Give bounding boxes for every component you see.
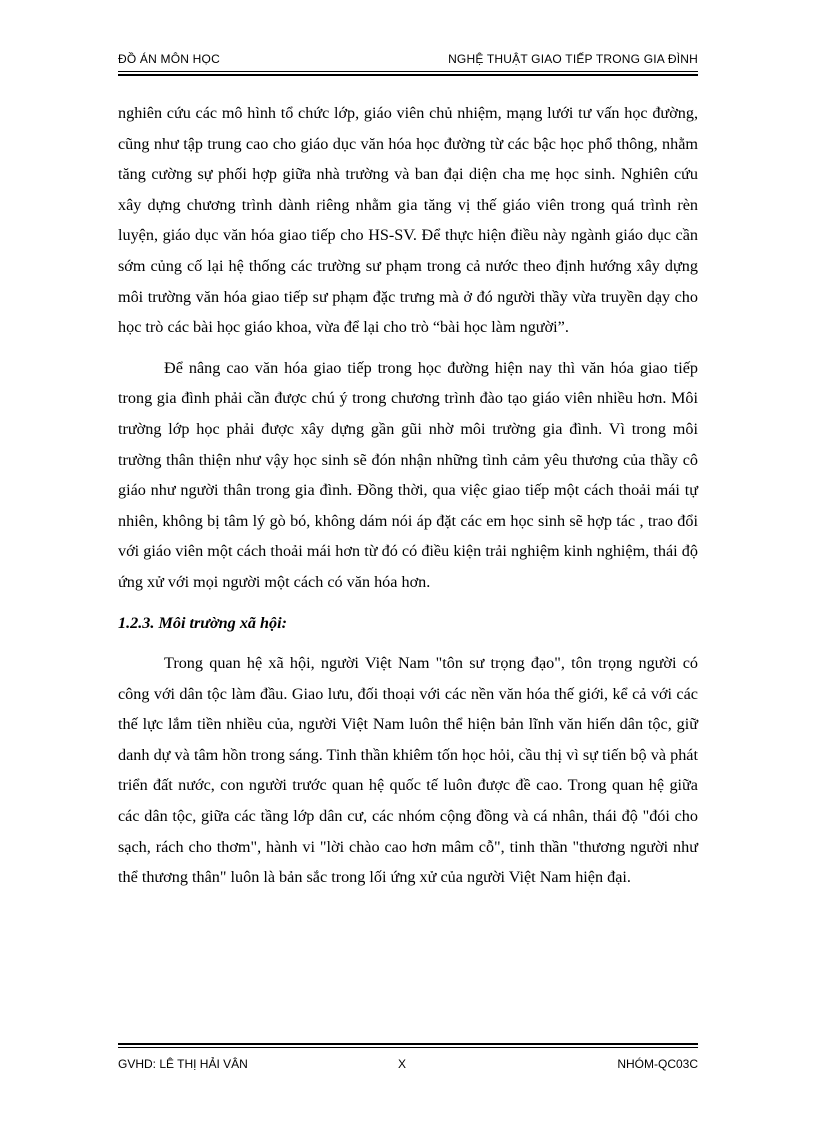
header-rule-thin xyxy=(118,71,698,72)
page-footer xyxy=(118,1057,698,1073)
section-heading: 1.2.3. Môi trường xã hội: xyxy=(118,613,288,632)
footer-page-number: X xyxy=(398,1057,407,1071)
body-paragraph: nghiên cứu các mô hình tổ chức lớp, giáo viên chủ nhiệm, mạng lưới tư vấn học đường, cũng như tập trung cao cho giáo dục văn hóa học đường từ các bậc học phổ thông, nhằm tăng cường sự phối hợp giữa nhà trường và ban đại diện cha mẹ học sinh. Nghiên cứu xây dựng chương trình dành riêng nhằm gia tăng vị thế giáo viên trong quá trình rèn luyện, giáo dục văn hóa giao tiếp cho HS-SV. Để thực hiện điều này ngành giáo dục cần sớm củng cố lại hệ thống các trường sư phạm trong cả nước theo định hướng xây dựng môi trường văn hóa giao tiếp sư phạm đặc trưng mà ở đó người thầy vừa truyền dạy cho học trò các bài học giáo khoa, vừa để lại cho trò “bài học làm người”. xyxy=(118,104,698,337)
footer-rule-thin xyxy=(118,1047,698,1048)
footer-advisor: GVHD: LÊ THỊ HẢI VÂN xyxy=(118,1057,248,1071)
header-right-title: NGHỆ THUẬT GIAO TIẾP TRONG GIA ĐÌNH xyxy=(448,52,698,66)
footer-group: NHÓM-QC03C xyxy=(617,1057,698,1071)
page-body xyxy=(118,98,698,893)
page-header xyxy=(118,52,698,68)
body-paragraph: Để nâng cao văn hóa giao tiếp trong học đường hiện nay thì văn hóa giao tiếp trong gia đình phải cần được chú ý trong chương trình đào tạo giáo viên nhiều hơn. Môi trường lớp học phải được xây dựng gần gũi nhờ môi trường gia đình. Vì trong môi trường thân thiện như vậy học sinh sẽ đón nhận những tình cảm yêu thương của thầy cô giáo như người thân trong gia đình. Đồng thời, qua việc giao tiếp một cách thoải mái tự nhiên, không bị tâm lý gò bó, không dám nói áp đặt các em học sinh sẽ hợp tác , trao đổi với giáo viên một cách thoải mái hơn từ đó có điều kiện trải nghiệm kinh nghiệm, thái độ ứng xử với mọi người một cách có văn hóa hơn. xyxy=(118,358,698,591)
footer-rule-thick xyxy=(118,1043,698,1045)
header-left-title: ĐỒ ÁN MÔN HỌC xyxy=(118,52,220,66)
header-rule-thick xyxy=(118,74,698,76)
body-paragraph: Trong quan hệ xã hội, người Việt Nam "tôn sư trọng đạo", tôn trọng người có công với dân tộc làm đầu. Giao lưu, đối thoại với các nền văn hóa thế giới, kể cả với các thế lực lắm tiền nhiều của, người Việt Nam luôn thể hiện bản lĩnh văn hiến dân tộc, giữ danh dự và tâm hồn trong sáng. Tinh thần khiêm tốn học hỏi, cầu thị vì sự tiến bộ và phát triển đất nước, con người trước quan hệ quốc tế luôn được đề cao. Trong quan hệ giữa các dân tộc, giữa các tầng lớp dân cư, các nhóm cộng đồng và cá nhân, thái độ "đói cho sạch, rách cho thơm", hành vi "lời chào cao hơn mâm cỗ", tinh thần "thương người như thể thương thân" luôn là bản sắc trong lối ứng xử của người Việt Nam hiện đại. xyxy=(118,654,698,887)
